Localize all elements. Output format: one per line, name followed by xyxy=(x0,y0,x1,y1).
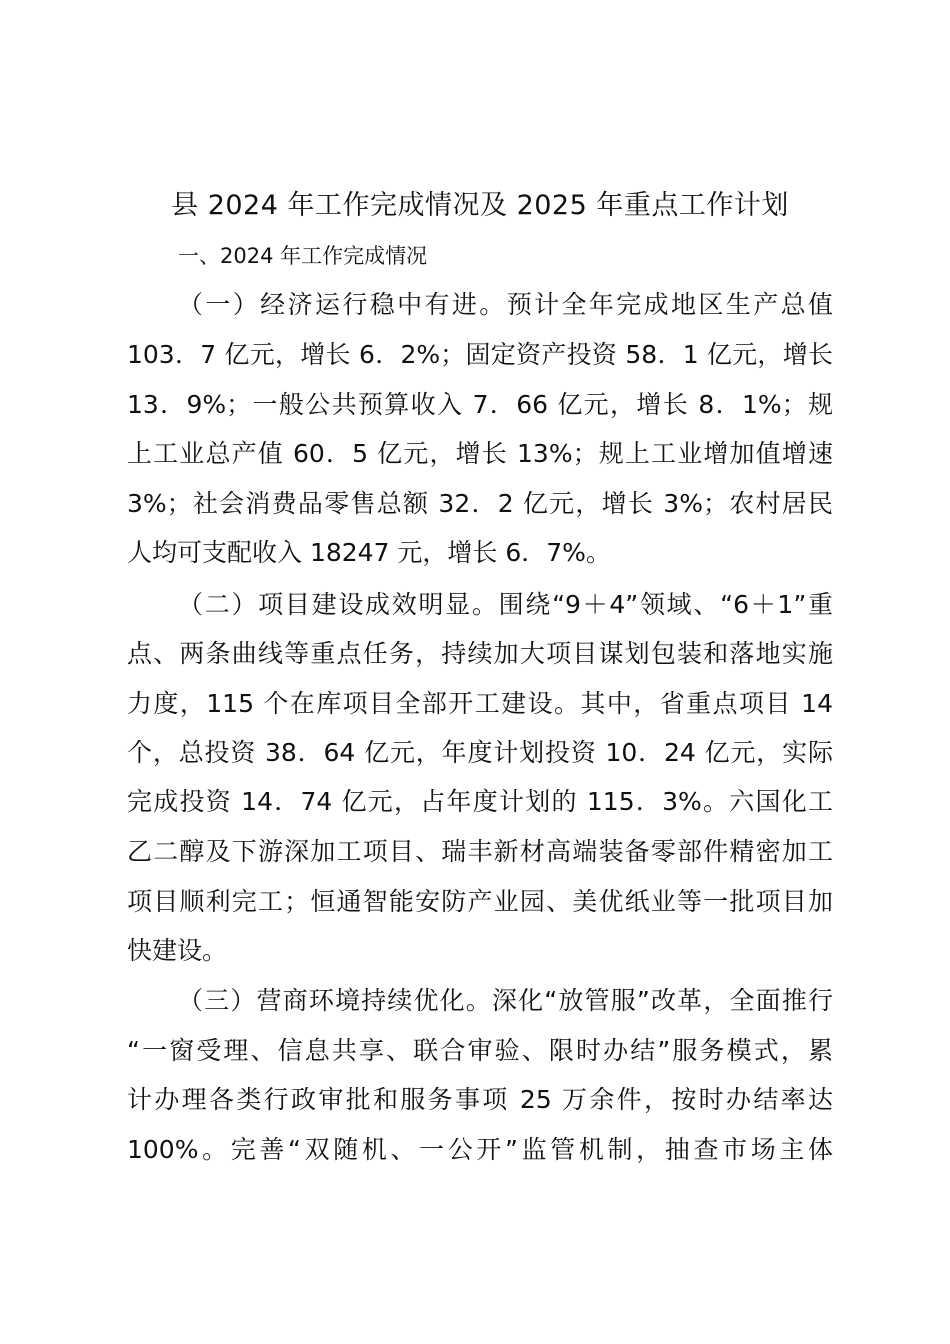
paragraph-3-line: 100%。完善“双随机、一公开”监管机制，抽查市场主体 xyxy=(127,1135,833,1164)
paragraph-1-line: （一）经济运行稳中有进。预计全年完成地区生产总值 xyxy=(178,290,833,319)
paragraph-2-line: 快建设。 xyxy=(127,936,228,965)
paragraph-2-line: 乙二醇及下游深加工项目、瑞丰新材高端装备零部件精密加工 xyxy=(127,837,833,866)
paragraph-2-line: 完成投资 14．74 亿元，占年度计划的 115．3%。六国化工 xyxy=(127,787,833,816)
paragraph-3-line: （三）营商环境持续优化。深化“放管服”改革，全面推行 xyxy=(178,986,833,1015)
section-heading: 一、2024 年工作完成情况 xyxy=(178,244,428,268)
paragraph-1-line: 13．9%；一般公共预算收入 7．66 亿元，增长 8．1%；规 xyxy=(127,390,833,419)
paragraph-1-line: 103．7 亿元，增长 6．2%；固定资产投资 58．1 亿元，增长 xyxy=(127,340,833,369)
paragraph-2-line: 个，总投资 38．64 亿元，年度计划投资 10．24 亿元，实际 xyxy=(127,738,833,767)
paragraph-1-line: 上工业总产值 60．5 亿元，增长 13%；规上工业增加值增速 xyxy=(127,439,833,468)
paragraph-3-line: “一窗受理、信息共享、联合审验、限时办结”服务模式，累 xyxy=(127,1036,833,1065)
paragraph-2-line: 项目顺利完工；恒通智能安防产业园、美优纸业等一批项目加 xyxy=(127,887,833,916)
paragraph-3-line: 计办理各类行政审批和服务事项 25 万余件，按时办结率达 xyxy=(127,1085,833,1114)
paragraph-2-line: 力度，115 个在库项目全部开工建设。其中，省重点项目 14 xyxy=(127,689,833,718)
paragraph-1-line: 3%；社会消费品零售总额 32．2 亿元，增长 3%；农村居民 xyxy=(127,489,833,518)
document-title: 县 2024 年工作完成情况及 2025 年重点工作计划 xyxy=(171,190,789,221)
paragraph-1-line: 人均可支配收入 18247 元，增长 6．7%。 xyxy=(127,538,611,567)
paragraph-2-line: （二）项目建设成效明显。围绕“9＋4”领域、“6＋1”重 xyxy=(178,590,833,619)
paragraph-2-line: 点、两条曲线等重点任务，持续加大项目谋划包装和落地实施 xyxy=(127,639,833,668)
